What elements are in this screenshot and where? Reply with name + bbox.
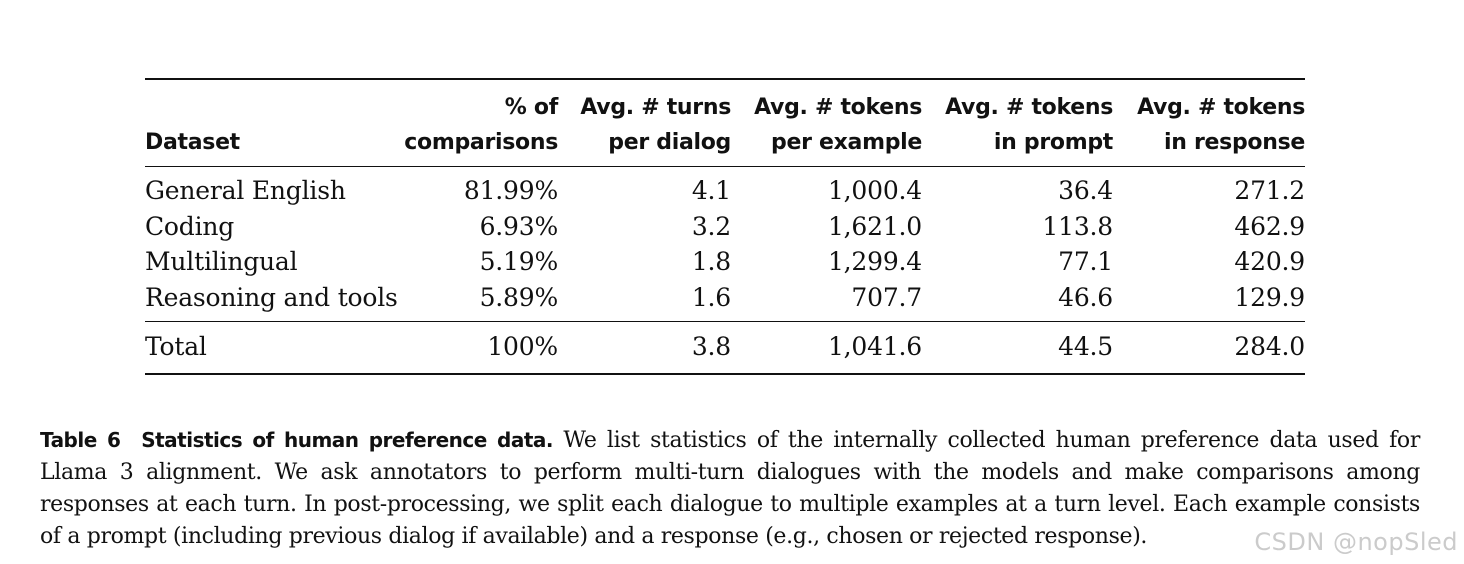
cell-avg-tokens-example: 1,000.4 [827, 176, 922, 205]
cell-avg-tokens-response: 284.0 [1113, 322, 1305, 374]
cell-avg-turns: 3.8 [558, 322, 731, 374]
cell-avg-tokens-example: 1,041.6 [731, 322, 922, 374]
table-caption [40, 424, 1420, 553]
table-row-general-english [145, 167, 1305, 209]
header-line2: in prompt [993, 130, 1113, 155]
cell-pct-comparisons: 100% [403, 322, 558, 374]
cell-avg-turns: 1.8 [691, 247, 731, 276]
cell-dataset: Total [145, 322, 403, 374]
header-dataset [145, 79, 403, 167]
header-avg-tokens-prompt [922, 79, 1113, 167]
caption-title: Statistics of human preference data. [141, 428, 553, 452]
caption-label: Table 6 [40, 428, 121, 452]
header-line2: comparisons [404, 130, 558, 155]
table-body [145, 167, 1305, 322]
watermark: CSDN @nopSled [1254, 528, 1458, 556]
header-row [145, 79, 1305, 167]
cell-dataset: Reasoning and tools [145, 282, 398, 312]
table-total-section [145, 322, 1305, 374]
header-line1: Avg. # tokens [1137, 95, 1305, 120]
table-row-total [145, 322, 1305, 374]
cell-dataset: Multilingual [145, 247, 298, 276]
cell-avg-turns: 4.1 [691, 176, 731, 205]
cell-dataset: General English [145, 176, 346, 205]
cell-avg-tokens-response: 462.9 [1234, 211, 1305, 241]
header-avg-tokens-example [731, 79, 922, 167]
header-line1: Avg. # turns [580, 95, 731, 120]
cell-avg-tokens-prompt: 113.8 [1042, 211, 1113, 241]
table-header [145, 79, 1305, 167]
preference-data-table-container [145, 78, 1305, 375]
cell-avg-tokens-prompt: 77.1 [1058, 247, 1113, 276]
table-row-coding [145, 209, 1305, 245]
header-line2: Dataset [145, 130, 240, 155]
cell-avg-turns: 3.2 [691, 211, 731, 241]
header-pct-comparisons [403, 79, 558, 167]
cell-pct-comparisons: 81.99% [463, 176, 558, 205]
cell-pct-comparisons: 6.93% [479, 211, 558, 241]
cell-avg-turns: 1.6 [691, 282, 731, 312]
header-line1: % of [504, 95, 558, 120]
cell-pct-comparisons: 5.89% [479, 282, 558, 312]
header-line2: per example [771, 130, 922, 155]
cell-avg-tokens-prompt: 44.5 [922, 322, 1113, 374]
cell-dataset: Coding [145, 211, 235, 241]
cell-avg-tokens-prompt: 36.4 [1058, 176, 1113, 205]
cell-avg-tokens-response: 129.9 [1234, 282, 1305, 312]
table-row-multilingual [145, 244, 1305, 280]
cell-avg-tokens-response: 420.9 [1234, 247, 1305, 276]
header-line1: Avg. # tokens [945, 95, 1113, 120]
cell-avg-tokens-example: 707.7 [851, 282, 922, 312]
table-row-reasoning-and-tools [145, 280, 1305, 322]
cell-avg-tokens-prompt: 46.6 [1058, 282, 1113, 312]
cell-avg-tokens-response: 271.2 [1234, 176, 1305, 205]
header-line2: per dialog [608, 130, 731, 155]
caption-text: We list statistics of the internally collected human preference data used for Llama 3 alignment. We ask annotators to perform multi-turn dialogues with the models and make comparisons among responses at each turn. In post-processing, we split each dialogue to multiple examples at a turn level. Each example consists of a prompt (including previous dialog if available) and a response (e.g., chosen or rejected response). [40, 428, 1420, 549]
cell-pct-comparisons: 5.19% [479, 247, 558, 276]
header-avg-turns [558, 79, 731, 167]
header-avg-tokens-response [1113, 79, 1305, 167]
cell-avg-tokens-example: 1,621.0 [827, 211, 922, 241]
preference-data-table [145, 78, 1305, 375]
cell-avg-tokens-example: 1,299.4 [827, 247, 922, 276]
header-line2: in response [1164, 130, 1305, 155]
header-line1: Avg. # tokens [754, 95, 922, 120]
